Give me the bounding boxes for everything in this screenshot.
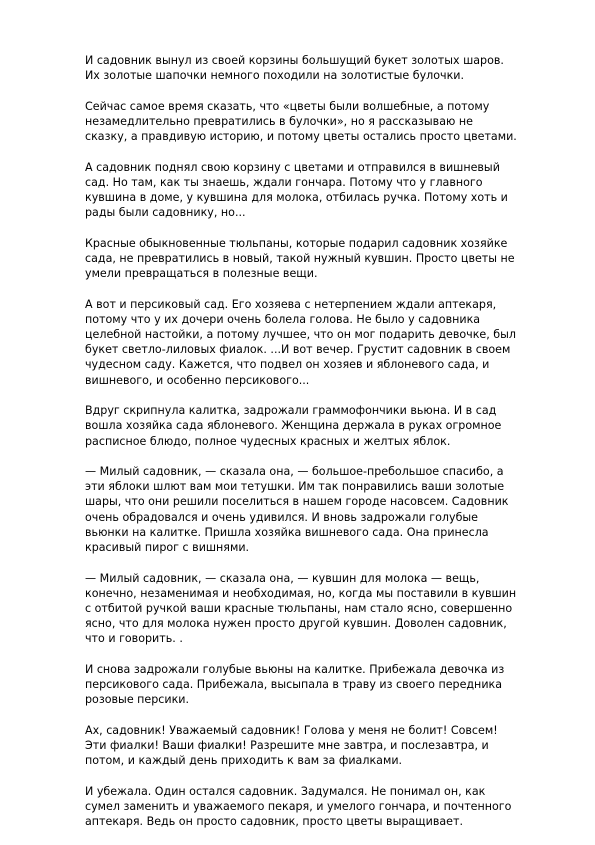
paragraph: Сейчас самое время сказать, что «цветы были волшебные, а потому незамедлительно превратились в булочки», но я рассказываю не сказку, а правдивую историю, и потому цветы остались просто цветами. — [85, 99, 517, 144]
paragraph: А садовник поднял свою корзину с цветами и отправился в вишневый сад. Но там, как ты знаешь, ждали гончара. Потому что у главного кувшина в доме, у кувшина для молока, отбилась ручка. Потому хоть и рады были садовнику, но... — [85, 160, 508, 220]
paragraph: И снова задрожали голубые вьюны на калитке. Прибежала девочка из персикового сада. Прибежала, высыпала в траву из своего передника розовые персики. — [85, 662, 505, 707]
paragraph: Ах, садовник! Уважаемый садовник! Голова у меня не болит! Совсем! Эти фиалки! Ваши фиалки! Разрешите мне завтра, и послезавтра, и потом, и каждый день приходить к вам за фиалками. — [85, 723, 498, 768]
paragraph: — Милый садовник, — сказала она, — большое-пребольшое спасибо, а эти яблоки шлют вам мои тетушки. Им так понравились ваши золотые шары, что они решили поселиться в нашем городе насовсем. Садовник очень обрадовался и очень удивился. И вновь задрожали голубые вьюнки на калитке. Пришла хозяйка вишневого сада. Она принесла красивый пирог с вишнями. — [85, 465, 509, 555]
paragraph: Вдруг скрипнула калитка, задрожали граммофончики вьюна. И в сад вошла хозяйка сада яблоневого. Женщина держала в руках огромное расписное блюдо, полное чудесных красных и желтых яблок. — [85, 404, 502, 448]
document-body — [85, 53, 555, 845]
paragraph: — Милый садовник, — сказала она, — кувшин для молока — вещь, конечно, незаменимая и необходимая, но, когда мы поставили в кувшин с отбитой ручкой ваши красные тюльпаны, нам стало ясно, совершенно ясно, что для молока нужен просто другой кувшин. Доволен садовник, что и говорить. . — [85, 571, 517, 646]
paragraph: Красные обыкновенные тюльпаны, которые подарил садовник хозяйке сада, не превратились в новый, такой нужный кувшин. Просто цветы не умели превращаться в полезные вещи. — [85, 236, 515, 281]
paragraph: А вот и персиковый сад. Его хозяева с нетерпением ждали аптекаря, потому что у их дочери очень болела голова. Не было у садовника целебной настойки, а потому лучшее, что он мог подарить девочке, был букет светло-лиловых фиалок. ...И вот вечер. Грустит садовник в своем чудесном саду. Кажется, что подвел он хозяев и яблоневого сада, и вишневого, и особенно персикового... — [85, 297, 516, 387]
paragraph: И убежала. Один остался садовник. Задумался. Не понимал он, как сумел заменить и уважаемого пекаря, и умелого гончара, и почтенного аптекаря. Ведь он просто садовник, просто цветы выращивает. — [85, 784, 512, 829]
paragraph: И садовник вынул из своей корзины большущий букет золотых шаров. Их золотые шапочки немного походили на золотистые булочки. — [85, 54, 504, 83]
